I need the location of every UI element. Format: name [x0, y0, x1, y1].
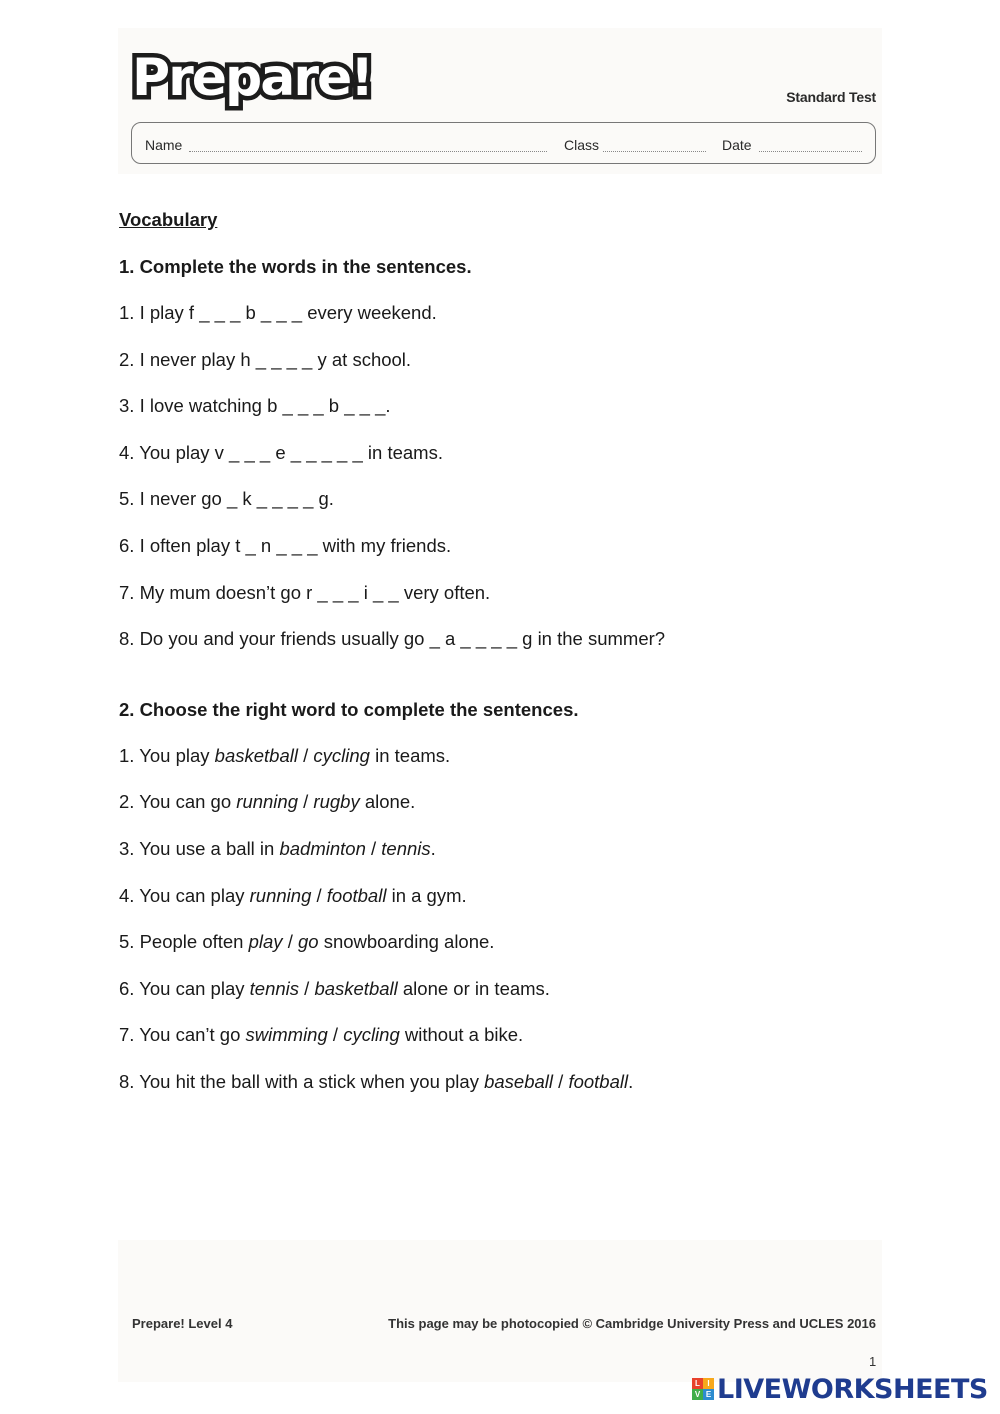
exercise-2-item: 2. You can go running / rugby alone. [119, 791, 416, 813]
icon-tile: E [703, 1389, 714, 1400]
option-word[interactable]: running [249, 884, 312, 906]
option-word[interactable]: basketball [314, 977, 398, 999]
exercise-2-item: 1. You play basketball / cycling in teams. [119, 744, 451, 766]
name-label: Name [145, 137, 183, 153]
exercise-2-item: 3. You use a ball in badminton / tennis. [119, 837, 436, 859]
option-word[interactable]: badminton [279, 837, 366, 859]
level-label: Prepare! Level 4 [132, 1316, 233, 1331]
exercise-2-title: 2. Choose the right word to complete the sentences. [119, 698, 579, 720]
exercise-1-item: 3. I love watching b _ _ _ b _ _ _. [119, 395, 391, 417]
exercise-1-item: 8. Do you and your friends usually go _ a _ _ _ _ g in the summer? [119, 628, 666, 650]
exercise-2-item: 7. You can’t go swimming / cycling without a bike. [119, 1024, 524, 1046]
section-heading: Vocabulary [119, 209, 218, 230]
option-word[interactable]: baseball [484, 1070, 554, 1092]
exercise-1-item: 5. I never go _ k _ _ _ _ g. [119, 488, 334, 510]
test-type-label: Standard Test [786, 89, 876, 105]
exercise-1-item: 1. I play f _ _ _ b _ _ _ every weekend. [119, 302, 437, 323]
option-word[interactable]: cycling [313, 744, 370, 766]
worksheet-content [119, 208, 879, 1117]
icon-tile: L [692, 1378, 703, 1389]
class-label: Class [564, 137, 600, 153]
liveworksheets-logo[interactable] [692, 1374, 988, 1404]
option-word[interactable]: rugby [313, 791, 360, 813]
exercise-1-item: 7. My mum doesn’t go r _ _ _ i _ _ very often. [119, 581, 491, 603]
exercise-2-item: 8. You hit the ball with a stick when you play baseball / football. [119, 1070, 634, 1092]
exercise-1-item: 4. You play v _ _ _ e _ _ _ _ _ in teams. [119, 441, 443, 463]
option-word[interactable]: cycling [343, 1024, 400, 1046]
option-word[interactable]: tennis [381, 837, 431, 859]
liveworksheets-icon [692, 1378, 714, 1400]
exercise-1-item: 2. I never play h _ _ _ _ y at school. [119, 348, 412, 370]
name-field[interactable] [189, 151, 547, 152]
option-word[interactable]: football [568, 1070, 629, 1092]
page-number: 1 [869, 1354, 877, 1369]
option-word[interactable]: basketball [214, 744, 298, 766]
date-field[interactable] [759, 151, 862, 152]
student-info-box [131, 122, 876, 164]
prepare-logo: Prepare! [132, 48, 372, 108]
option-word[interactable]: play [248, 931, 283, 953]
date-label: Date [722, 137, 752, 153]
option-word[interactable]: football [326, 884, 387, 906]
exercise-2-item: 5. People often play / go snowboarding alone. [119, 931, 495, 953]
exercise-1-item: 6. I often play t _ n _ _ _ with my friends. [119, 534, 452, 556]
option-word[interactable]: swimming [245, 1024, 328, 1046]
icon-tile: V [692, 1389, 703, 1400]
liveworksheets-wordmark: LIVEWORKSHEETS [717, 1373, 988, 1405]
option-word[interactable]: running [236, 791, 298, 813]
exercise-1-title: 1. Complete the words in the sentences. [119, 256, 472, 277]
exercise-2-item: 4. You can play running / football in a gym. [119, 884, 467, 906]
exercise-2-item: 6. You can play tennis / basketball alone or in teams. [119, 977, 550, 999]
icon-tile: I [703, 1378, 714, 1389]
class-field[interactable] [603, 151, 706, 152]
option-word[interactable]: tennis [249, 977, 300, 999]
option-word[interactable]: go [297, 931, 319, 953]
footer-band [118, 1240, 882, 1382]
copyright-notice: This page may be photocopied © Cambridge University Press and UCLES 2016 [388, 1316, 876, 1331]
